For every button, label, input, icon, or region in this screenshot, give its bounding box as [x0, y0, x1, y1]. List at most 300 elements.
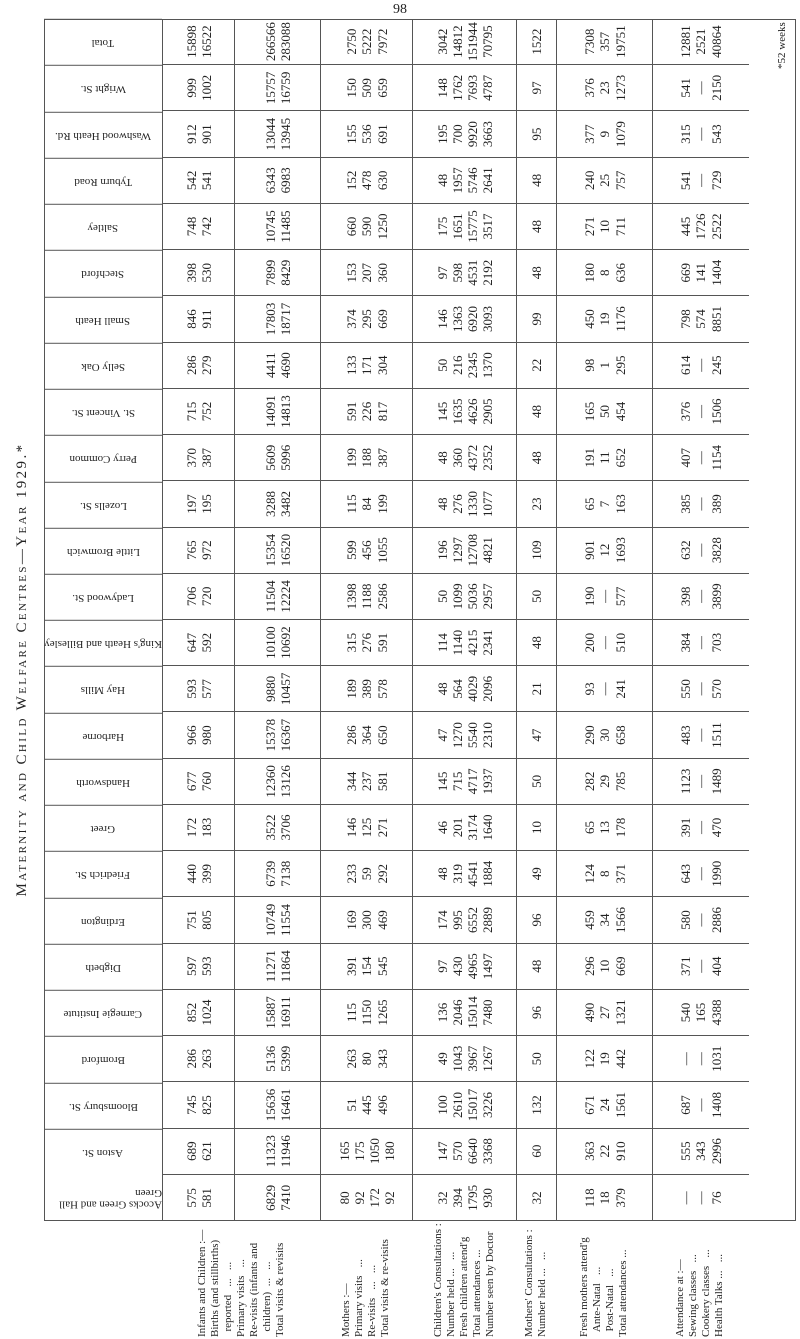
column-header: Friedrich St. — [44, 851, 162, 897]
cell-value: 4541 — [465, 860, 480, 887]
cell-value: 536 — [359, 124, 375, 144]
table-cell — [653, 897, 749, 943]
cell-value: 760 — [199, 771, 214, 792]
cell-value: 95 — [529, 127, 545, 141]
cell-value: 172 — [183, 817, 199, 838]
table-cell — [517, 897, 557, 943]
cell-value: 910 — [612, 1141, 628, 1161]
cell-value: 700 — [449, 124, 465, 144]
cell-value: 6552 — [465, 907, 480, 934]
column-header: Digbeth — [44, 944, 162, 990]
cell-value: 146 — [434, 309, 450, 329]
cell-value: — — [693, 1191, 709, 1205]
cell-value: 10 — [529, 821, 545, 835]
cell-value: 48 — [529, 636, 545, 650]
cell-value: 197 — [183, 494, 199, 514]
cell-value: 632 — [678, 540, 694, 560]
cell-value: 48 — [529, 959, 545, 973]
table-cell — [235, 712, 321, 758]
table-cell — [557, 944, 653, 990]
cell-value: 404 — [708, 956, 724, 976]
cell-value: 711 — [612, 217, 628, 237]
cell-value: 469 — [374, 910, 390, 930]
column-header: Total — [44, 19, 162, 65]
cell-value: 50 — [529, 774, 545, 788]
column-header: Wright St. — [44, 65, 162, 111]
table-cell — [517, 712, 557, 758]
table-cell — [517, 481, 557, 527]
cell-value: 343 — [374, 1048, 390, 1069]
cell-value: 478 — [359, 170, 375, 191]
cell-value: 389 — [359, 679, 375, 699]
cell-value: 2352 — [480, 444, 496, 471]
table-cell — [163, 528, 235, 574]
cell-value: 2750 — [344, 28, 360, 55]
cell-value: 109 — [529, 540, 545, 560]
cell-value: 295 — [612, 355, 628, 375]
table-cell — [163, 1129, 235, 1175]
column-header: Carnegie Institute — [44, 990, 162, 1036]
cell-value: 669 — [678, 263, 694, 283]
table-cell — [321, 528, 413, 574]
table-cell — [163, 712, 235, 758]
cell-value: 669 — [374, 309, 390, 329]
cell-value: 1079 — [612, 121, 628, 148]
table-cell — [235, 111, 321, 157]
cell-value: 1267 — [480, 1045, 496, 1072]
table-row — [320, 19, 413, 1221]
cell-value: 48 — [434, 173, 450, 187]
cell-value: 377 — [582, 124, 598, 144]
table-cell — [321, 851, 413, 897]
cell-value: 48 — [529, 220, 545, 234]
cell-value: 13044 — [262, 117, 278, 151]
table-cell — [517, 1129, 557, 1175]
table-cell — [517, 990, 557, 1036]
table-row — [516, 19, 557, 1221]
cell-value: 1884 — [480, 860, 496, 887]
cell-value: 16759 — [278, 71, 293, 105]
table-cell — [557, 990, 653, 1036]
cell-value: 14812 — [449, 25, 465, 58]
cell-value: 286 — [344, 725, 360, 745]
header-row — [44, 19, 162, 1221]
cell-value: 3517 — [480, 213, 496, 240]
cell-value: 3288 — [262, 490, 278, 517]
table-cell — [413, 666, 517, 712]
table-row — [652, 19, 749, 1221]
cell-value: 32 — [529, 1191, 545, 1205]
cell-value: 7972 — [374, 28, 390, 55]
cell-value: 7 — [597, 500, 613, 508]
cell-value: 394 — [449, 1188, 465, 1208]
table-cell — [517, 1036, 557, 1082]
cell-value: — — [693, 497, 709, 511]
cell-value: 115 — [344, 1002, 360, 1022]
cell-value: 593 — [199, 956, 214, 976]
cell-value: 2521 — [693, 28, 709, 55]
column-header: Saltley — [44, 204, 162, 250]
cell-value: 315 — [344, 632, 360, 653]
cell-value: 15887 — [262, 996, 278, 1029]
table-cell — [517, 343, 557, 389]
table-cell — [321, 204, 413, 250]
table-cell — [235, 574, 321, 620]
cell-value: 592 — [199, 632, 214, 653]
cell-value: 4388 — [708, 999, 724, 1026]
cell-value: 15898 — [183, 25, 199, 58]
cell-value: 9 — [597, 130, 613, 138]
cell-value: 92 — [382, 1191, 398, 1205]
cell-value: 40864 — [708, 25, 724, 58]
cell-value: 290 — [582, 725, 598, 745]
cell-value: 199 — [344, 447, 360, 468]
column-header: Acocks Green and Hall Green — [59, 1186, 162, 1211]
cell-value: 286 — [183, 355, 199, 375]
cell-value: 10100 — [262, 626, 278, 659]
cell-value: 6920 — [465, 306, 480, 333]
cell-value: 16367 — [278, 718, 293, 752]
cell-value: 237 — [359, 771, 375, 792]
cell-value: 659 — [374, 78, 390, 98]
cell-value: 10749 — [262, 903, 278, 937]
table-cell — [235, 528, 321, 574]
cell-value: 398 — [678, 586, 694, 607]
cell-value: 371 — [612, 864, 628, 884]
cell-value: 363 — [582, 1141, 598, 1161]
cell-value: 5036 — [465, 583, 480, 610]
cell-value: 50 — [597, 404, 613, 418]
column-header: Tyburn Road — [44, 158, 162, 204]
table-cell — [163, 1082, 235, 1128]
cell-value: 16520 — [278, 533, 293, 567]
column-header: Aston St. — [44, 1129, 162, 1175]
table-cell — [517, 851, 557, 897]
cell-value: 4787 — [480, 74, 496, 101]
table-cell — [163, 666, 235, 712]
table-cell — [163, 990, 235, 1036]
cell-value: — — [597, 682, 613, 696]
cell-value: 1795 — [465, 1184, 480, 1211]
cell-value: — — [693, 127, 709, 141]
cell-value: 541 — [678, 170, 694, 191]
table-cell — [235, 897, 321, 943]
table-cell — [163, 19, 235, 65]
table-cell — [653, 574, 749, 620]
column-header: Washwood Heath Rd. — [44, 111, 162, 157]
cell-value: 47 — [434, 728, 450, 742]
cell-value: 15378 — [262, 718, 278, 752]
table-cell — [653, 1175, 749, 1221]
table-cell — [321, 481, 413, 527]
cell-value: 201 — [449, 817, 465, 838]
cell-value: 300 — [359, 910, 375, 930]
table-cell — [653, 620, 749, 666]
cell-value: 2610 — [449, 1091, 465, 1118]
table-cell — [163, 805, 235, 851]
cell-value: 391 — [678, 817, 694, 838]
cell-value: 1693 — [612, 537, 628, 564]
cell-value: 5222 — [359, 28, 375, 55]
cell-value: 765 — [183, 540, 199, 560]
cell-value: 49 — [529, 867, 545, 881]
cell-value: 245 — [708, 355, 724, 375]
cell-value: 4626 — [465, 398, 480, 425]
cell-value: 555 — [678, 1141, 694, 1161]
table-cell — [163, 481, 235, 527]
table-cell — [413, 65, 517, 111]
cell-value: — — [693, 821, 709, 835]
cell-value: 23 — [597, 81, 613, 95]
table-cell — [413, 759, 517, 805]
cell-value: 263 — [199, 1048, 214, 1069]
table-cell — [517, 620, 557, 666]
table-cell — [413, 528, 517, 574]
cell-value: 911 — [199, 309, 214, 329]
cell-value: 599 — [344, 540, 360, 560]
table-cell — [235, 481, 321, 527]
cell-value: 912 — [183, 124, 199, 144]
cell-value: 706 — [183, 586, 199, 607]
table-cell — [517, 574, 557, 620]
cell-value: 16522 — [199, 25, 214, 58]
cell-value: 97 — [434, 266, 450, 280]
table-cell — [653, 111, 749, 157]
cell-value: 175 — [351, 1141, 367, 1161]
cell-value: 2522 — [708, 213, 724, 240]
cell-value: 124 — [582, 864, 598, 884]
cell-value: 1404 — [708, 259, 724, 286]
cell-value: 207 — [359, 263, 375, 283]
cell-value: 980 — [199, 725, 214, 745]
cell-value: 541 — [678, 78, 694, 98]
cell-value: 2046 — [449, 999, 465, 1026]
table-cell — [321, 712, 413, 758]
cell-value: 450 — [582, 309, 598, 329]
footnote: *52 weeks — [776, 22, 788, 69]
cell-value: 570 — [449, 1141, 465, 1161]
cell-value: 15636 — [262, 1088, 278, 1122]
table-cell — [413, 805, 517, 851]
table-cell — [321, 389, 413, 435]
table-cell — [653, 1036, 749, 1082]
cell-value: 3899 — [708, 583, 724, 610]
table-cell — [413, 111, 517, 157]
cell-value: 785 — [612, 771, 628, 792]
cell-value: 574 — [693, 309, 709, 329]
table-cell — [517, 759, 557, 805]
table-cell — [163, 1036, 235, 1082]
table-cell — [557, 897, 653, 943]
cell-value: 564 — [449, 679, 465, 699]
cell-value: 11864 — [278, 950, 293, 983]
cell-value: 96 — [529, 913, 545, 927]
cell-value: 1726 — [693, 213, 709, 240]
table-cell — [413, 1036, 517, 1082]
cell-value: 509 — [359, 78, 375, 98]
table-cell — [653, 851, 749, 897]
cell-value: 12 — [597, 543, 613, 557]
cell-value: 995 — [449, 910, 465, 930]
cell-value: 2192 — [480, 259, 496, 286]
cell-value: 614 — [678, 355, 694, 375]
cell-value: 1363 — [449, 306, 465, 333]
cell-value: 122 — [582, 1048, 598, 1069]
cell-value: 132 — [529, 1095, 545, 1115]
cell-value: 1250 — [374, 213, 390, 240]
table-cell — [163, 250, 235, 296]
cell-value: — — [693, 959, 709, 973]
cell-value: 263 — [344, 1048, 360, 1069]
cell-value: 3368 — [480, 1138, 496, 1165]
cell-value: 146 — [344, 817, 360, 838]
cell-value: 10692 — [278, 626, 293, 659]
cell-value: 825 — [199, 1095, 214, 1115]
table-cell — [163, 851, 235, 897]
table-cell — [557, 851, 653, 897]
cell-value: 376 — [678, 401, 694, 422]
cell-value: 4372 — [465, 444, 480, 471]
cell-value: 165 — [336, 1141, 352, 1161]
table-cell — [163, 897, 235, 943]
cell-value: 1330 — [465, 490, 480, 517]
column-header: Ladywood St. — [44, 574, 162, 620]
column-header: Stechford — [44, 250, 162, 296]
cell-value: 145 — [434, 401, 450, 422]
table-cell — [517, 1175, 557, 1221]
cell-value: 23 — [529, 497, 545, 511]
table-cell — [653, 19, 749, 65]
cell-value: 13945 — [278, 117, 293, 151]
cell-value: 542 — [183, 170, 199, 191]
cell-value: — — [693, 728, 709, 742]
cell-value: 50 — [529, 1052, 545, 1066]
cell-value: 1188 — [359, 583, 375, 610]
table-cell — [321, 990, 413, 1036]
cell-value: 972 — [199, 540, 214, 560]
cell-value: 643 — [678, 864, 694, 884]
table-cell — [321, 1175, 413, 1221]
table-cell — [413, 296, 517, 342]
cell-value: 1050 — [367, 1138, 382, 1165]
cell-value: 1150 — [359, 999, 375, 1026]
cell-value: 3174 — [465, 814, 480, 841]
cell-value: — — [693, 867, 709, 881]
cell-value: 295 — [359, 309, 375, 329]
table-cell — [653, 1129, 749, 1175]
table-cell — [235, 1036, 321, 1082]
table-cell — [557, 528, 653, 574]
cell-value: 96 — [529, 1005, 545, 1019]
cell-value: 1176 — [612, 306, 628, 332]
row-label-group: Infants and Children :— Births (and stillbirths) reported ... ... Primary visits ... Re-visits (infants and children) ... ... Total visits & revisits — [195, 1229, 286, 1337]
table-cell — [235, 1129, 321, 1175]
cell-value: 577 — [612, 586, 628, 607]
table-cell — [235, 851, 321, 897]
cell-value: 1957 — [449, 167, 465, 194]
table-cell — [235, 759, 321, 805]
cell-value: 1506 — [708, 398, 724, 425]
cell-value: 6739 — [262, 860, 278, 887]
cell-value: 636 — [612, 263, 628, 283]
cell-value: 8 — [597, 269, 613, 277]
table-cell — [653, 990, 749, 1036]
cell-value: 901 — [199, 124, 214, 144]
cell-value: 12881 — [678, 25, 694, 58]
cell-value: 385 — [678, 494, 694, 514]
cell-value: 319 — [449, 864, 465, 884]
cell-value: 846 — [183, 309, 199, 329]
column-header: Greet — [44, 805, 162, 851]
cell-value: 11554 — [278, 904, 293, 937]
table-cell — [517, 805, 557, 851]
cell-value: 371 — [678, 956, 694, 976]
table-cell — [413, 712, 517, 758]
cell-value: 7899 — [262, 259, 278, 286]
cell-value: 5996 — [278, 444, 293, 471]
table-cell — [163, 343, 235, 389]
column-header: Harborne — [44, 712, 162, 758]
table-cell — [517, 111, 557, 157]
cell-value: 180 — [382, 1141, 398, 1161]
cell-value: 152 — [344, 170, 360, 191]
cell-value: 165 — [582, 401, 598, 422]
table-cell — [653, 389, 749, 435]
cell-value: 22 — [529, 358, 545, 372]
table-cell — [557, 481, 653, 527]
cell-value: 364 — [359, 725, 375, 745]
column-header: Hay Mills — [44, 666, 162, 712]
table-cell — [163, 65, 235, 111]
table-cell — [517, 250, 557, 296]
cell-value: 1002 — [199, 74, 214, 101]
cell-value: 12360 — [262, 765, 278, 798]
table-cell — [235, 389, 321, 435]
column-header: King's Heath and Billesley — [44, 620, 162, 666]
cell-value: 286 — [183, 1048, 199, 1069]
row-label-group: Attendance at :— Sewing classes ... Cookery classes ... Health Talks ... ... — [674, 1249, 725, 1337]
cell-value: 357 — [597, 31, 613, 52]
cell-value: 1154 — [708, 444, 724, 471]
cell-value: — — [693, 404, 709, 418]
cell-value: 379 — [612, 1188, 628, 1208]
cell-value: 141 — [693, 263, 709, 283]
cell-value: 241 — [612, 679, 628, 699]
table-cell — [557, 712, 653, 758]
cell-value: 10457 — [278, 672, 293, 706]
cell-value: — — [693, 589, 709, 603]
table-cell — [321, 19, 413, 65]
cell-value: 751 — [183, 910, 199, 930]
cell-value: 3093 — [480, 306, 496, 333]
cell-value: 720 — [199, 586, 214, 607]
table-cell — [235, 204, 321, 250]
cell-value: 8 — [597, 870, 613, 878]
cell-value: 901 — [582, 540, 598, 560]
table-cell — [413, 204, 517, 250]
cell-value: 374 — [344, 309, 360, 329]
cell-value: 15757 — [262, 71, 278, 105]
cell-value: 745 — [183, 1095, 199, 1115]
cell-value: 46 — [434, 821, 450, 835]
cell-value: 1273 — [612, 74, 628, 101]
cell-value: 3967 — [465, 1045, 480, 1072]
table-cell — [321, 574, 413, 620]
cell-value: 1265 — [374, 999, 390, 1026]
cell-value: 677 — [183, 771, 199, 792]
table-cell — [653, 712, 749, 758]
cell-value: 581 — [199, 1188, 214, 1208]
